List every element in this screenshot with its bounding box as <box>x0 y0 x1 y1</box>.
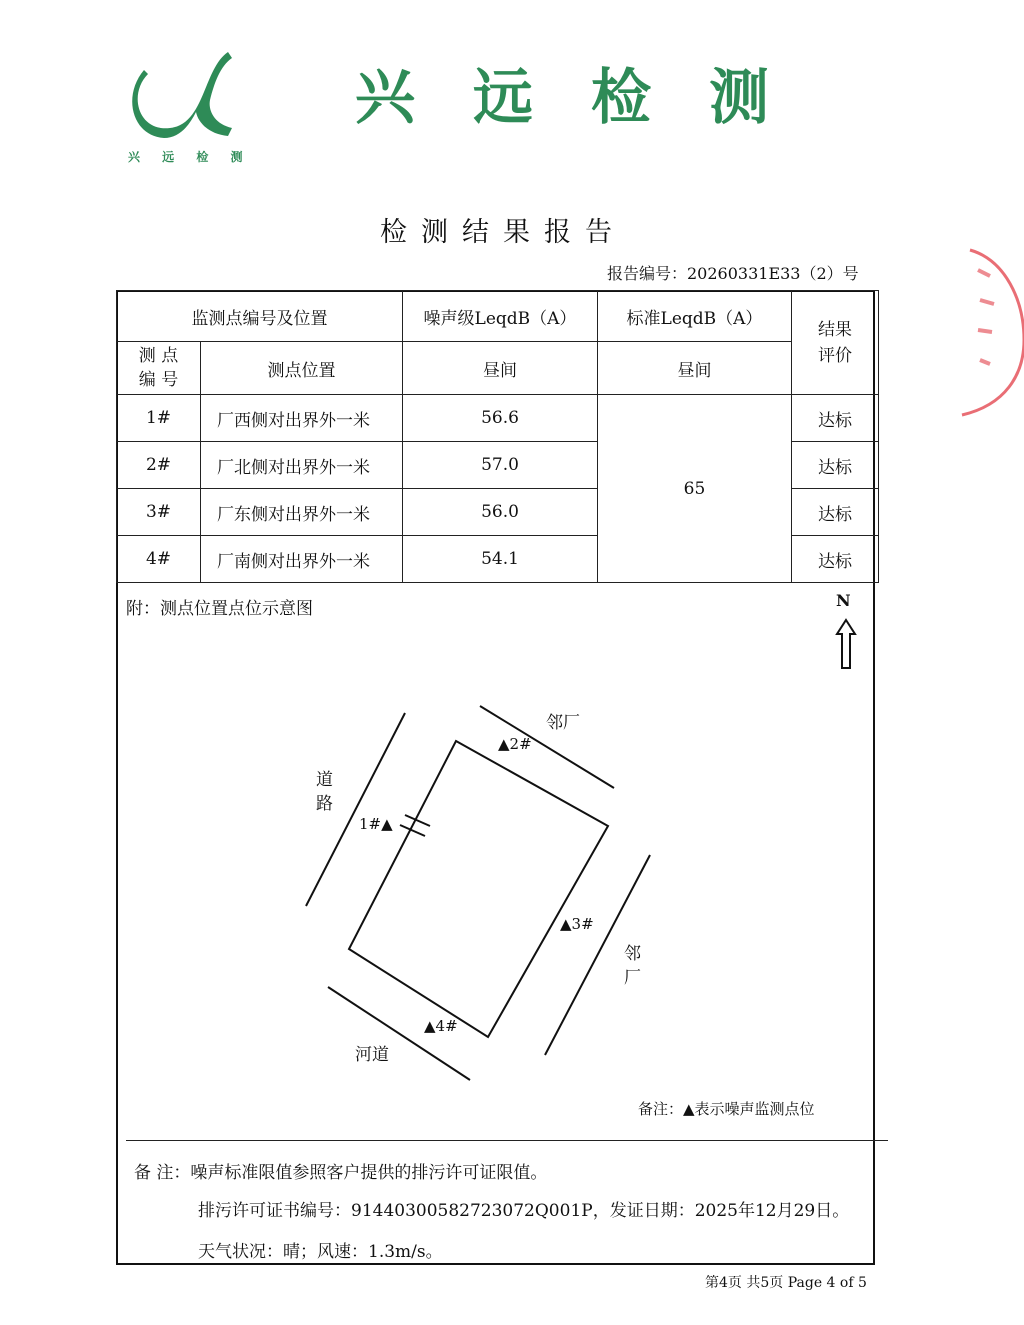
result-value: 达标 <box>792 489 879 536</box>
neighbor-right-label: 邻厂 <box>624 944 641 988</box>
logo-text: 兴 远 检 测 <box>128 150 252 164</box>
river-label: 河道 <box>355 1045 389 1065</box>
noise-value: 54.1 <box>403 536 598 583</box>
header-result: 结果评价 <box>792 291 879 395</box>
page-number: 第4页 共5页 Page 4 of 5 <box>705 1275 867 1291</box>
header-point-no: 测 点 编 号 <box>117 342 201 395</box>
site-sketch-diagram <box>290 700 670 1090</box>
point-3-marker: ▲3# <box>560 915 594 933</box>
road-label: 道路 <box>316 770 333 814</box>
annex-label: 附：测点位置点位示意图 <box>126 599 313 619</box>
neighbor-top-label: 邻厂 <box>546 713 580 733</box>
header-daytime-standard: 昼间 <box>598 342 792 395</box>
company-logo-icon <box>128 44 236 140</box>
point-no: 3# <box>117 489 201 536</box>
header-daytime-noise: 昼间 <box>403 342 598 395</box>
point-1-marker: 1#▲ <box>359 815 393 833</box>
table-row <box>117 395 879 442</box>
report-title: 检测结果报告 <box>380 217 626 248</box>
noise-value: 56.0 <box>403 489 598 536</box>
brand-title: 兴远检测 <box>355 63 827 133</box>
note-weather: 天气状况：晴；风速：1.3m/s。 <box>198 1242 443 1262</box>
noise-value: 56.6 <box>403 395 598 442</box>
header-point-group: 监测点编号及位置 <box>117 291 403 342</box>
north-label: N <box>836 591 851 610</box>
header-noise: 噪声级LeqdB（A） <box>403 291 598 342</box>
result-value: 达标 <box>792 442 879 489</box>
note-standard: 备 注：噪声标准限值参照客户提供的排污许可证限值。 <box>134 1163 548 1183</box>
point-no: 2# <box>117 442 201 489</box>
results-table <box>116 290 879 583</box>
standard-value: 65 <box>598 395 792 583</box>
note-permit: 排污许可证书编号：91440300582723072Q001P，发证日期：2025年12月29日。 <box>198 1201 850 1221</box>
header-standard: 标准LeqdB（A） <box>598 291 792 342</box>
result-value: 达标 <box>792 395 879 442</box>
point-location: 厂东侧对出界外一米 <box>201 489 403 536</box>
north-arrow-icon <box>826 590 866 672</box>
point-location: 厂南侧对出界外一米 <box>201 536 403 583</box>
red-seal-stamp-icon <box>950 240 1024 420</box>
point-no: 1# <box>117 395 201 442</box>
point-4-marker: ▲4# <box>424 1017 458 1035</box>
header-location: 测点位置 <box>201 342 403 395</box>
result-value: 达标 <box>792 536 879 583</box>
point-location: 厂西侧对出界外一米 <box>201 395 403 442</box>
point-no: 4# <box>117 536 201 583</box>
report-number: 报告编号：20260331E33（2）号 <box>607 264 859 283</box>
noise-value: 57.0 <box>403 442 598 489</box>
point-location: 厂北侧对出界外一米 <box>201 442 403 489</box>
legend-note: 备注：▲表示噪声监测点位 <box>638 1100 815 1118</box>
point-2-marker: ▲2# <box>498 735 532 753</box>
